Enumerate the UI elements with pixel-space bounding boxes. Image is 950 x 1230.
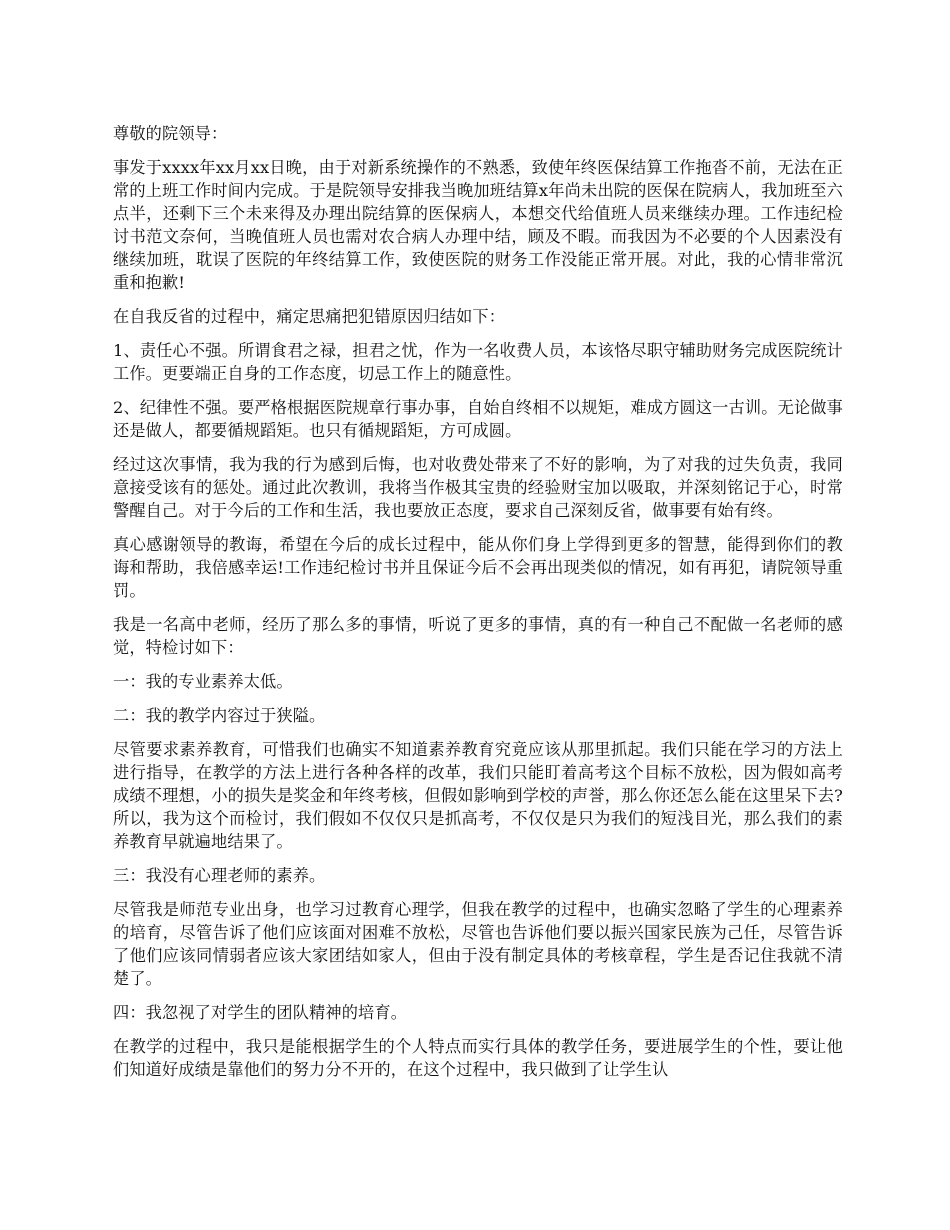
salutation: 尊敬的院领导： bbox=[113, 124, 228, 143]
heading-point-4: 四：我忽视了对学生的团队精神的培育。 bbox=[113, 1003, 408, 1022]
paragraph-psychology: 尽管我是师范专业出身，也学习过教育心理学，但我在教学的过程中，也确实忽略了学生的心理素养的培育，尽管告诉了他们应该面对困难不放松，尽管也告诉他们要以振兴国家民族为己任，尽管告诉了他们应该同情弱者应该大家团结如家人，但由于没有制定具体的考核章程，学生是否记住我就不清楚了。 bbox=[113, 900, 843, 988]
heading-point-1: 一：我的专业素养太低。 bbox=[113, 672, 293, 691]
paragraph-regret: 经过这次事情，我为我的行为感到后悔，也对收费处带来了不好的影响，为了对我的过失负责，我同意接受该有的惩处。通过此次教训，我将当作极其宝贵的经验财宝加以吸取，并深刻铭记于心，时常警醒自己。对于今后的工作和生活，我也要放正态度，要求自己深刻反省，做事要有始有终。 bbox=[113, 455, 843, 520]
paragraph-teacher-intro: 我是一名高中老师，经历了那么多的事情，听说了更多的事情，真的有一种自己不配做一名老师的感觉，特检讨如下： bbox=[113, 615, 843, 657]
paragraph-thanks: 真心感谢领导的教诲，希望在今后的成长过程中，能从你们身上学得到更多的智慧，能得到你们的教诲和帮助，我倍感幸运!工作违纪检讨书并且保证今后不会再出现类似的情况，如有再犯，请院领导重罚。 bbox=[113, 535, 843, 600]
paragraph-reflection-intro: 在自我反省的过程中，痛定思痛把犯错原因归结如下： bbox=[113, 307, 506, 326]
document-body bbox=[113, 122, 843, 1092]
paragraph-teamwork: 在教学的过程中，我只是能根据学生的个人特点而实行具体的教学任务，要进展学生的个性，要让他们知道好成绩是靠他们的努力分不开的，在这个过程中，我只做到了让学生认 bbox=[113, 1037, 843, 1079]
paragraph-quality-education: 尽管要求素养教育，可惜我们也确实不知道素养教育究竟应该从那里抓起。我们只能在学习的方法上进行指导，在教学的方法上进行各种各样的改革，我们只能盯着高考这个目标不放松，因为假如高考成绩不理想，小的损失是奖金和年终考核，但假如影响到学校的声誉，那么你还怎么能在这里呆下去?所以，我为这个而检讨，我们假如不仅仅只是抓高考，不仅仅是只为我们的短浅目光，那么我们的素养教育早就遍地结果了。 bbox=[113, 740, 843, 851]
heading-point-3: 三：我没有心理老师的素养。 bbox=[113, 866, 326, 885]
paragraph-reason-2: 2、纪律性不强。要严格根据医院规章行事办事，自始自终相不以规矩，难成方圆这一古训。无论做事还是做人，都要循规蹈矩。也只有循规蹈矩，方可成圆。 bbox=[113, 398, 843, 440]
heading-point-2: 二：我的教学内容过于狭隘。 bbox=[113, 706, 326, 725]
paragraph-reason-1: 1、责任心不强。所谓食君之禄，担君之忧，作为一名收费人员，本该恪尽职守辅助财务完成医院统计工作。更要端正自身的工作态度，切忌工作上的随意性。 bbox=[113, 341, 843, 383]
paragraph-incident: 事发于xxxx年xx月xx日晚，由于对新系统操作的不熟悉，致使年终医保结算工作拖沓不前，无法在正常的上班工作时间内完成。于是院领导安排我当晚加班结算x年尚未出院的医保在院病人，我加班至六点半，还剩下三个未来得及办理出院结算的医保病人，本想交代给值班人员来继续办理。工作违纪检讨书范文奈何，当晚值班人员也需对农合病人办理中结，顾及不暇。而我因为不必要的个人因素没有继续加班，耽误了医院的年终结算工作，致使医院的财务工作没能正常开展。对此，我的心情非常沉重和抱歉! bbox=[113, 158, 843, 292]
